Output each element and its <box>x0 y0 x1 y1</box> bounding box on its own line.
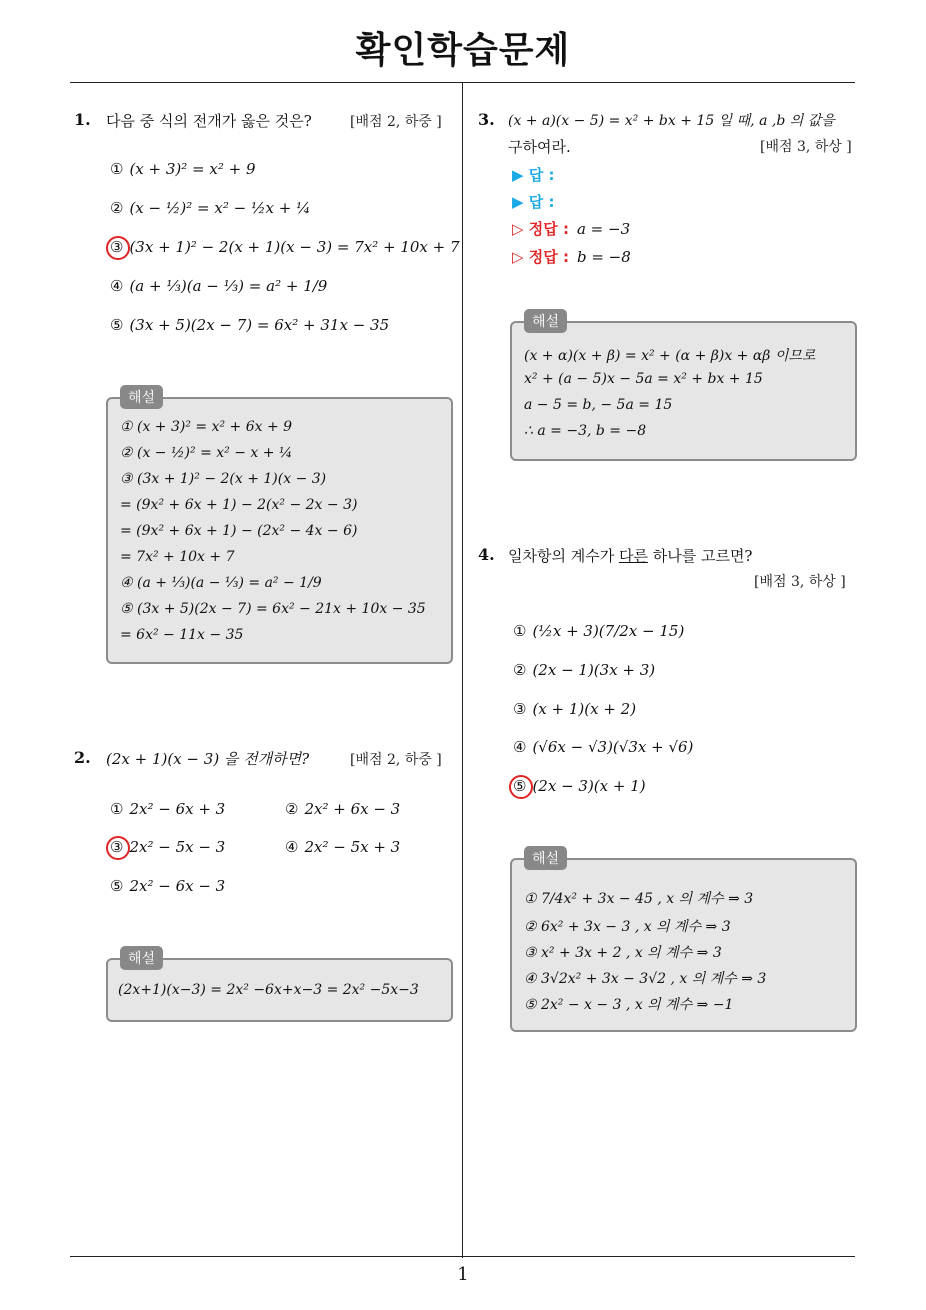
q2-option-4[interactable] <box>285 838 400 856</box>
option-number: ① <box>513 622 527 640</box>
q3-answer-4 <box>512 246 631 267</box>
q2-meta: [배점 2, 하중 ] <box>350 752 442 768</box>
explain-line: ∴ a = −3, b = −8 <box>524 423 647 439</box>
option-expr: (x − ½)² = x² − ½x + ¼ <box>129 199 311 217</box>
option-number: ③ <box>513 700 527 718</box>
option-number: ④ <box>285 838 299 856</box>
q4-text-before: 일차항의 계수가 <box>508 547 619 565</box>
explanation-tag: 해설 <box>524 846 567 870</box>
option-expr: 2x² − 6x − 3 <box>129 877 226 895</box>
q3-answer-3 <box>512 218 630 239</box>
explain-line: ③ (3x + 1)² − 2(x + 1)(x − 3) <box>120 471 327 487</box>
explain-line: ③ x² + 3x + 2 , x 의 계수 ⇒ 3 <box>524 945 722 961</box>
q4-meta: [배점 3, 하상 ] <box>754 574 846 590</box>
explain-line: ⑤ (3x + 5)(2x − 7) = 6x² − 21x + 10x − 35 <box>120 601 426 617</box>
option-expr: 2x² − 5x − 3 <box>129 838 226 856</box>
explain-line: = (9x² + 6x + 1) − (2x² − 4x − 6) <box>120 523 358 539</box>
explain-line: ② 6x² + 3x − 3 , x 의 계수 ⇒ 3 <box>524 919 731 935</box>
q2-option-5[interactable] <box>110 877 225 895</box>
option-expr: 2x² − 6x + 3 <box>129 800 226 818</box>
answer-label: ▶ 답 : <box>512 166 555 184</box>
option-number: ⑤ <box>110 877 124 895</box>
q3-meta: [배점 3, 하상 ] <box>760 139 852 155</box>
option-number: ⑤ <box>110 316 124 334</box>
option-number: ③ <box>110 238 124 256</box>
option-expr: (3x + 1)² − 2(x + 1)(x − 3) = 7x² + 10x + 7 <box>129 238 460 256</box>
answer-label: ▷ 정답 : <box>512 248 569 266</box>
explain-line: = (9x² + 6x + 1) − 2(x² − 2x − 3) <box>120 497 358 513</box>
option-number: ① <box>110 160 124 178</box>
page-number: 1 <box>457 1264 469 1285</box>
q3-number: 3. <box>478 110 495 129</box>
option-expr: (x + 1)(x + 2) <box>532 700 637 718</box>
explain-line: ④ 3√2x² + 3x − 3√2 , x 의 계수 ⇒ 3 <box>524 971 767 987</box>
explain-line: (x + α)(x + β) = x² + (α + β)x + αβ 이므로 <box>524 348 816 364</box>
option-number: ① <box>110 800 124 818</box>
answer-label: ▷ 정답 : <box>512 220 569 238</box>
explain-line: ① 7/4x² + 3x − 45 , x 의 계수 ⇒ 3 <box>524 891 754 907</box>
q4-number: 4. <box>478 545 495 564</box>
q1-meta: [배점 2, 하중 ] <box>350 114 442 130</box>
q2-number: 2. <box>74 748 91 767</box>
q3-text-line2: 구하여라. <box>508 138 571 156</box>
q1-option-2[interactable] <box>110 199 311 217</box>
option-expr: 2x² − 5x + 3 <box>304 838 401 856</box>
q4-option-1[interactable] <box>513 622 684 640</box>
q4-text-underlined: 다른 <box>618 547 648 565</box>
q4-text <box>508 545 752 566</box>
answer-value: b = −8 <box>576 248 631 266</box>
answer-label: ▶ 답 : <box>512 193 555 211</box>
q4-option-2[interactable] <box>513 661 655 679</box>
option-expr: (a + ⅓)(a − ⅓) = a² + 1/9 <box>129 277 328 295</box>
option-expr: (√6x − √3)(√3x + √6) <box>532 738 694 756</box>
q1-number: 1. <box>74 110 91 129</box>
q2-option-1[interactable] <box>110 800 225 818</box>
q1-option-4[interactable] <box>110 277 327 295</box>
q4-text-after: 하나를 고르면? <box>647 547 753 565</box>
q3-explanation-box <box>510 321 857 461</box>
explain-line: ④ (a + ⅓)(a − ⅓) = a² − 1/9 <box>120 575 322 591</box>
q2-text: (2x + 1)(x − 3) 을 전개하면? <box>106 750 310 768</box>
q1-option-1[interactable] <box>110 160 256 178</box>
q4-option-3[interactable] <box>513 700 636 718</box>
option-number: ② <box>110 199 124 217</box>
explain-line: ⑤ 2x² − x − 3 , x 의 계수 ⇒ −1 <box>524 997 734 1013</box>
option-expr: (3x + 5)(2x − 7) = 6x² + 31x − 35 <box>129 316 390 334</box>
explain-line: (2x+1)(x−3) = 2x² −6x+x−3 = 2x² −5x−3 <box>118 982 419 998</box>
option-number: ④ <box>110 277 124 295</box>
q3-text-line1: (x + a)(x − 5) = x² + bx + 15 일 때, a ,b 의 값을 <box>508 113 835 129</box>
answer-value: a = −3 <box>576 220 631 238</box>
bottom-rule <box>70 1256 855 1257</box>
option-number: ④ <box>513 738 527 756</box>
explanation-tag: 해설 <box>120 385 163 409</box>
q2-option-3[interactable] <box>110 838 225 856</box>
explain-line: a − 5 = b, − 5a = 15 <box>524 397 673 413</box>
option-number: ② <box>513 661 527 679</box>
explain-line: = 7x² + 10x + 7 <box>120 549 235 565</box>
option-number: ⑤ <box>513 777 527 795</box>
q2-option-2[interactable] <box>285 800 400 818</box>
q3-answer-1[interactable] <box>512 164 554 185</box>
explanation-tag: 해설 <box>524 309 567 333</box>
column-divider <box>462 82 463 1258</box>
explanation-tag: 해설 <box>120 946 163 970</box>
q4-option-5[interactable] <box>513 777 646 795</box>
q1-option-3[interactable] <box>110 238 460 256</box>
option-number: ③ <box>110 838 124 856</box>
option-expr: 2x² + 6x − 3 <box>304 800 401 818</box>
q4-option-4[interactable] <box>513 738 693 756</box>
explain-line: ② (x − ½)² = x² − x + ¼ <box>120 445 293 461</box>
option-expr: (2x − 3)(x + 1) <box>532 777 646 795</box>
q1-option-5[interactable] <box>110 316 389 334</box>
q1-explanation-box <box>106 397 453 664</box>
option-expr: (½x + 3)(7/2x − 15) <box>532 622 685 640</box>
option-expr: (x + 3)² = x² + 9 <box>129 160 256 178</box>
explain-line: x² + (a − 5)x − 5a = x² + bx + 15 <box>524 371 763 387</box>
explain-line: ① (x + 3)² = x² + 6x + 9 <box>120 419 293 435</box>
q1-text: 다음 중 식의 전개가 옳은 것은? <box>106 112 312 130</box>
q4-explanation-box <box>510 858 857 1032</box>
option-number: ② <box>285 800 299 818</box>
q3-answer-2[interactable] <box>512 191 554 212</box>
explain-line: = 6x² − 11x − 35 <box>120 627 244 643</box>
page-title: 확인학습문제 <box>355 30 571 71</box>
option-expr: (2x − 1)(3x + 3) <box>532 661 656 679</box>
